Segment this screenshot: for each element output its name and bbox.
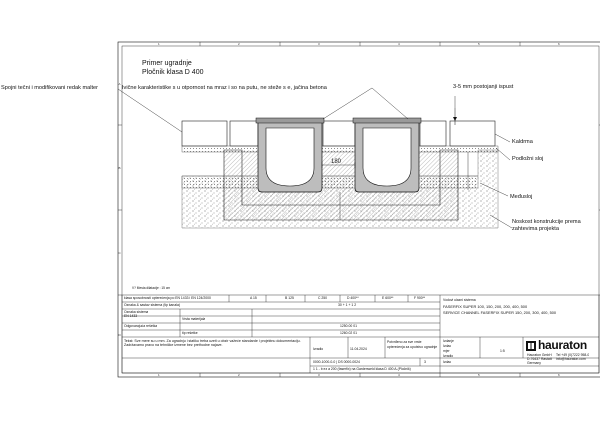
grid-bottom-1: 1 [158,373,160,377]
paving-stones [182,121,495,146]
tb-doc-number: 0000-1000-0-0 | DS 0000-0024 [313,360,360,364]
grid-top-1: 1 [158,42,160,46]
grid-top-2: 2 [238,42,240,46]
label-sub-layer: Podložni sloj [512,156,544,162]
tb-system-value: 30 + 1 + 1 2 [338,303,357,307]
tb-drawn-label: Izradio [313,347,324,351]
tb-rev-label-2: Izdao [443,344,452,348]
tb-product-line1: FASERFIX SUPER 100, 150, 200, 200, 400, 500 [443,304,528,309]
tb-rev-value-3: 1:5 [500,349,505,353]
tb-load-class-a15: A 15 [250,296,257,300]
grid-bottom-5: 5 [478,373,480,377]
tb-load-class-e600: E 600** [382,296,394,300]
grid-side-d: D [118,333,121,337]
company-line-2: D-76437 Rastatt [527,357,552,361]
callout-gap: 3-5 mm postojanji ispust [453,84,514,90]
drawing-subtitle: Pločnik klasa D 400 [142,69,204,76]
tb-product-line2: SERVICE CHANNEL FASERFIX SUPER 150, 200, 300, 400, 500 [443,310,557,315]
grid-bottom-2: 2 [238,373,240,377]
tb-rev-label-4: Izradio [443,354,454,358]
grid-side-b: B [118,166,121,170]
grid-side-c: C [118,251,121,255]
brand-wordmark: hauraton [538,338,587,352]
grid-top-5: 5 [478,42,480,46]
tb-footer-note: 1 1 - b ez a 200 (faserfix) na Gardenweld klasa D 400 A-(Pločnik) [313,367,411,371]
grid-bottom-4: 4 [398,373,400,377]
tb-load-class-b125: B 125 [285,296,294,300]
callout-edge-properties: Ivične karakteristike s u otpornost na mraz i so na putu, ne steže s e, jačina betona [122,85,327,91]
tb-grate-value: 1260.02 01 [340,331,357,335]
label-load-bearing: Noskost konstrukcije prema zahtevima projekta [512,219,581,232]
channel-body-2 [353,118,421,192]
dimension-180: 180 [331,159,342,165]
grid-side-a: A [118,82,121,86]
grid-bottom-6: 6 [558,373,560,377]
contact-line-1: Tel +49 (0)7222 958-0 [556,353,590,357]
tb-sheet: 3 [424,360,426,364]
tb-load-class-d400: D 400** [347,296,359,300]
label-paving: Kaldrma [512,139,533,145]
tb-load-class-f900: F 900** [414,296,426,300]
tb-disclaimer: Tekst: Sve mere su u mm. Za ugradnju i statiku treba uzeti u obzir važeće standarde i projektnu dokumentaciju. Zadržavamo pravo na tehničke izmene bez prethodne najave. [124,339,301,348]
tb-material-label: Vrsta materijala [182,317,206,321]
scale-note: V? Mesta dilatacije : 15 cm [132,286,171,290]
tb-rev-label-3: mjer [443,349,450,353]
contact-line-2: info@hauraton.com [556,357,586,361]
mortar-bed [182,146,498,152]
drawing-title: Primer ugradnje [142,60,192,67]
tb-rev-label-1: Izdanje [443,339,454,343]
tb-grate-label: Odgovarajuća rešetka [124,324,158,328]
tb-load-class-c250: C 250 [318,296,328,300]
grid-top-6: 6 [558,42,560,46]
channel-body-1 [256,118,324,192]
callout-mortar: Spojni tečni i modifikovani redak malter [1,85,99,91]
company-line-3: Germany [527,361,541,365]
hauraton-logo-mark [526,341,536,351]
tb-designation-label: Oznaka sistema [124,310,149,314]
tb-drawn-date: 11.04.2024 [350,347,367,351]
label-interlayer: Međusloj [510,194,533,200]
tb-system-label: Oznaka & sastav sistema (tip kanala) [124,303,180,307]
company-line-1: Hauraton GmbH [527,353,552,357]
tb-grate-type-label: tip rešetke [182,331,198,335]
tb-designation-sub: EN 1433 [124,314,138,318]
grid-bottom-3: 3 [318,373,320,377]
tb-format-label: Izdao [443,360,452,364]
tb-load-class-label: klasa sposobnosti opterećenja po EN 1433 i EN 124/2000 [124,296,211,300]
tb-approval: Potvrđeno za sve vrste opterećenja za uputstvo ugradnje [387,340,438,349]
grid-top-3: 3 [318,42,320,46]
tb-product-label: Vodovi ulazni sistema [443,298,476,302]
grid-top-4: 4 [398,42,400,46]
tb-material-value: 1250.00 01 [340,324,357,328]
